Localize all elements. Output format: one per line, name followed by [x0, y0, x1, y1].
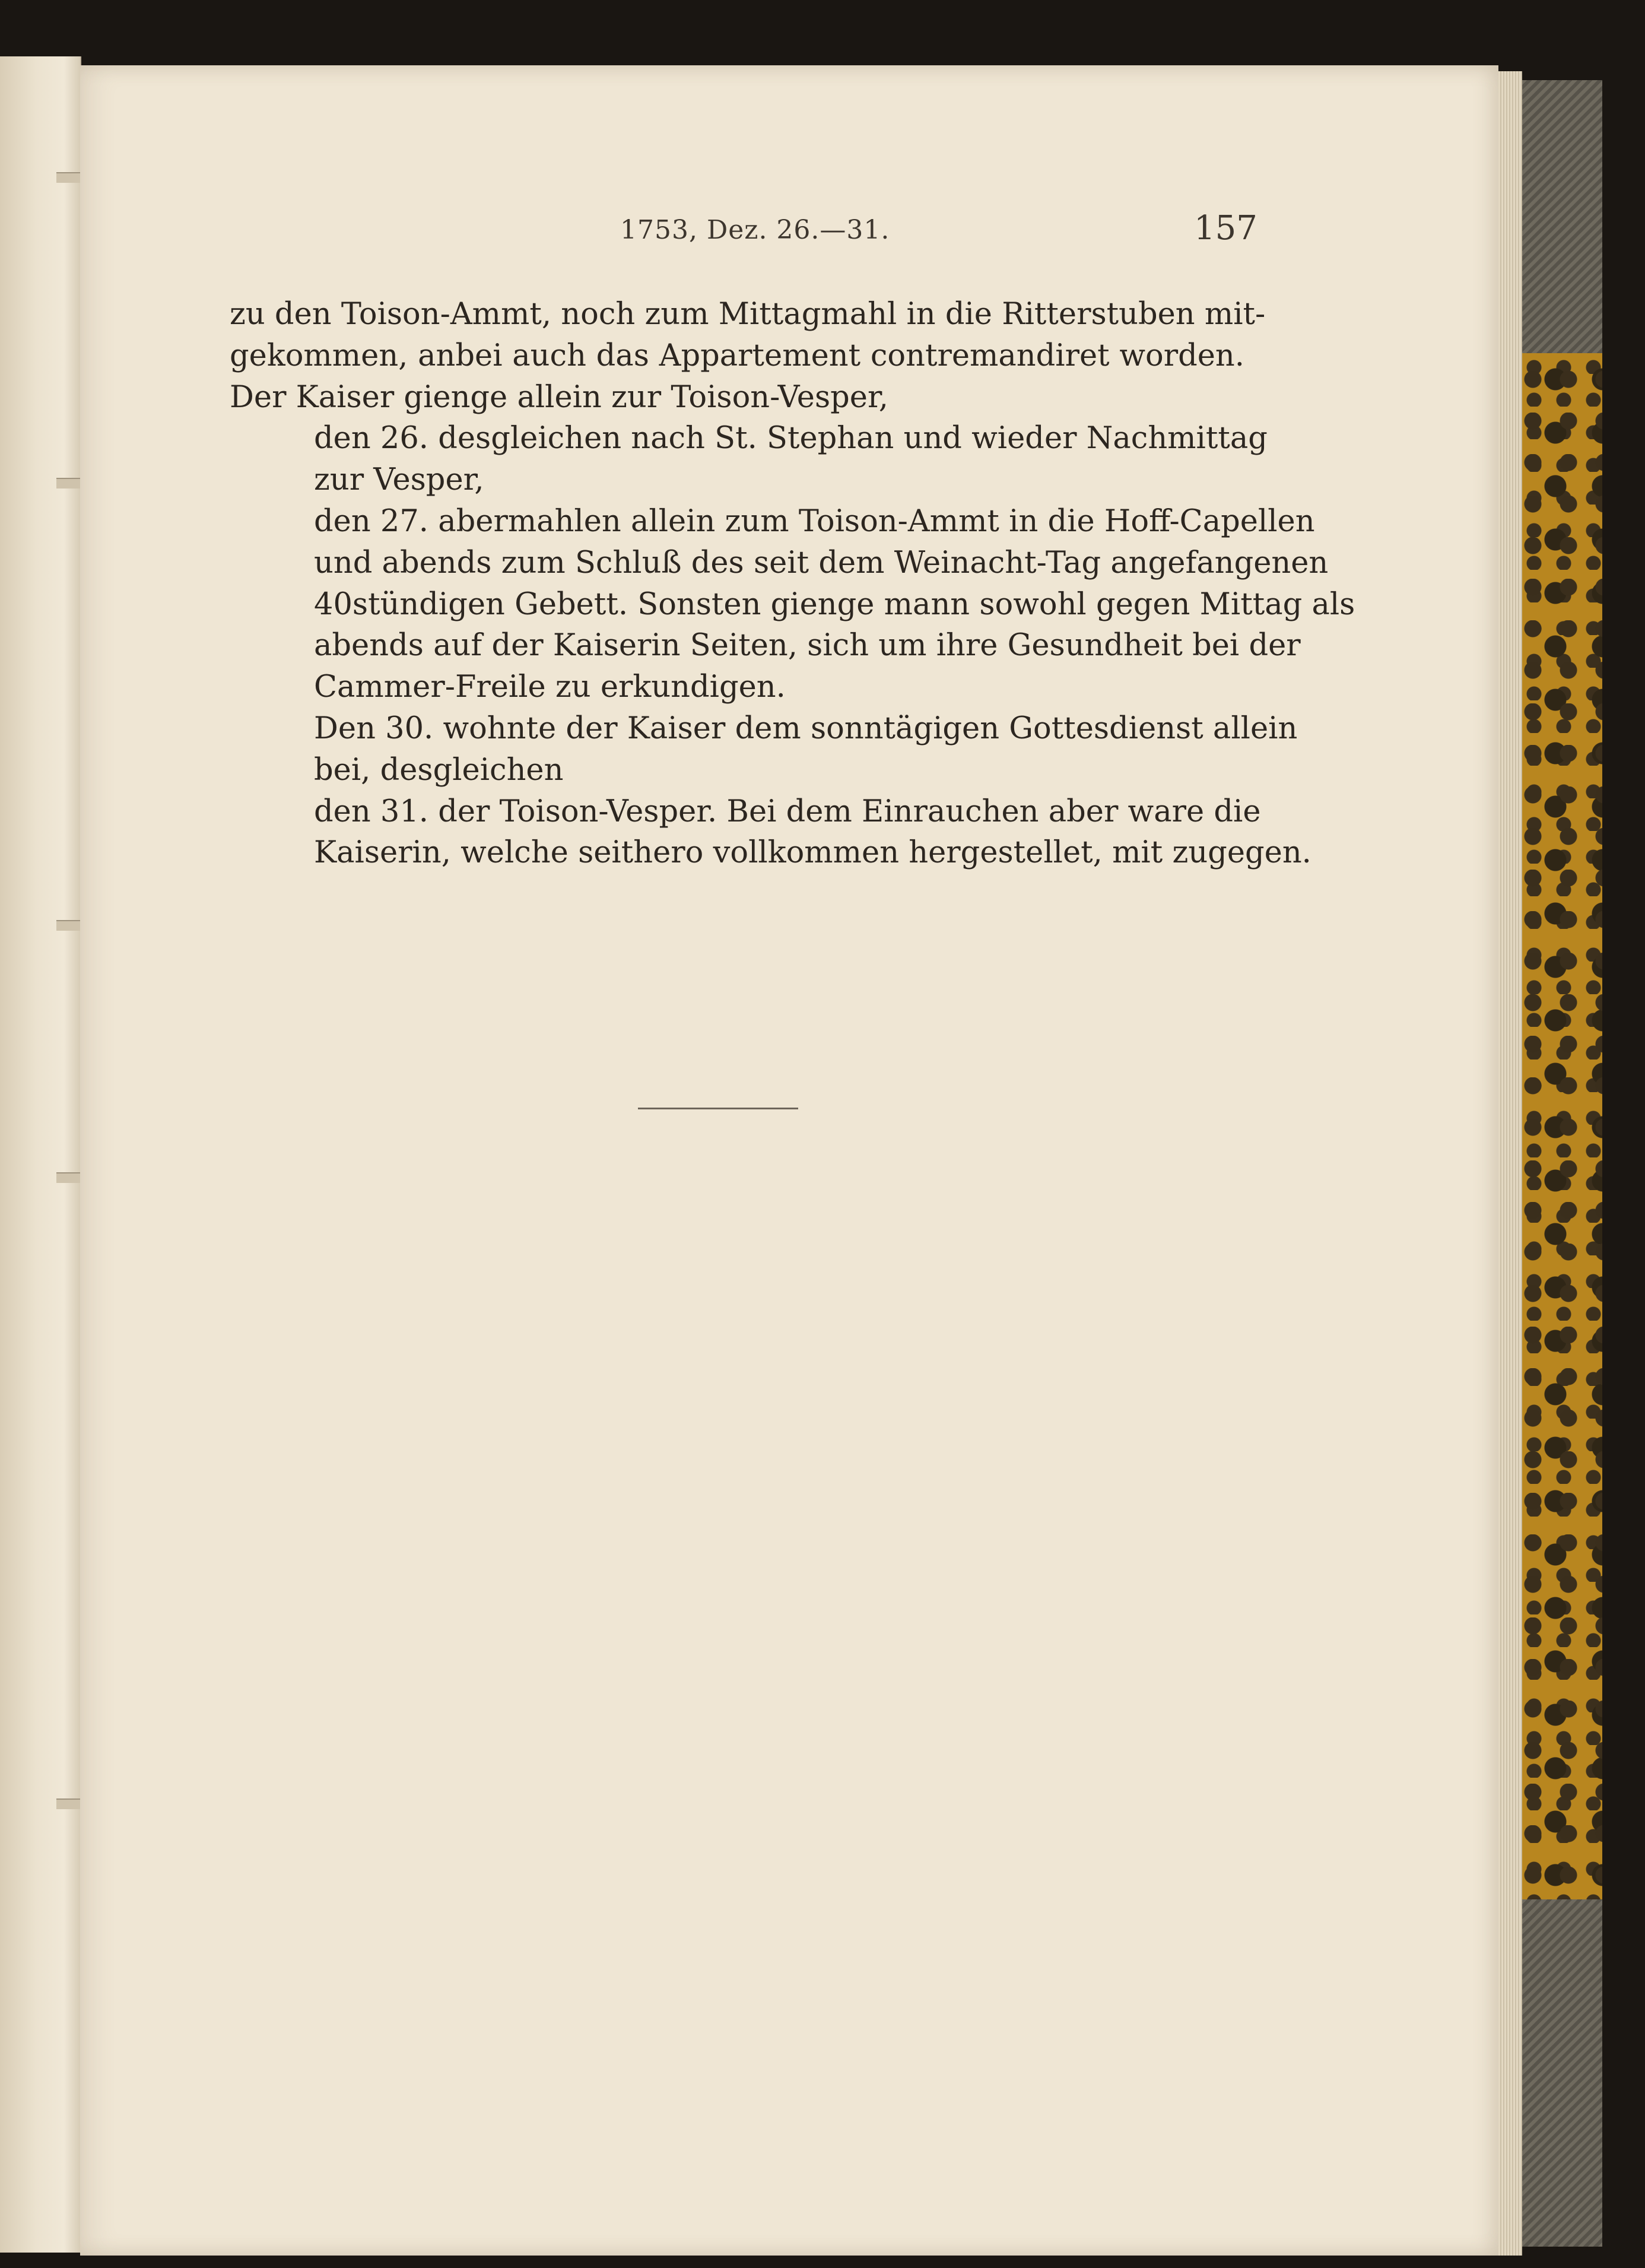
text-line: 40stündigen Gebett. Sonsten gienge mann sowohl gegen Mittag als: [314, 586, 1355, 622]
binding-stitch: [56, 1798, 80, 1809]
text-line: gekommen, anbei auch das Appartement contremandiret worden.: [230, 338, 1244, 373]
section-rule: [638, 1108, 798, 1109]
text-line: Den 30. wohnte der Kaiser dem sonntägigen Gottesdienst allein: [314, 710, 1298, 746]
text-line: Der Kaiser gienge allein zur Toison-Vesper,: [230, 379, 888, 415]
paragraph: [230, 294, 1266, 418]
facing-page-edge: [0, 56, 81, 2253]
text-line: abends auf der Kaiserin Seiten, sich um ihre Gesundheit bei der: [314, 628, 1301, 664]
text-line: zu den Toison-Ammt, noch zum Mittagmahl in die Ritterstuben mit-: [230, 297, 1266, 332]
binding-stitch: [56, 478, 80, 489]
paragraph: [230, 501, 1355, 708]
text-line: Cammer-Freile zu erkundigen.: [314, 670, 786, 705]
text-line: Kaiserin, welche seithero vollkommen hergestellet, mit zugegen.: [314, 835, 1311, 871]
binding-stitch: [56, 1172, 80, 1183]
body-text: [230, 294, 1355, 874]
cover-cloth-bottom: [1522, 1899, 1602, 2247]
text-line: den 26. desgleichen nach St. Stephan und wieder Nachmittag: [314, 421, 1268, 456]
page-block-edges: [1498, 71, 1522, 2256]
paragraph: [230, 791, 1311, 874]
paragraph: [230, 708, 1298, 791]
page-number: 157: [1194, 209, 1257, 248]
text-line: den 27. abermahlen allein zum Toison-Ammt in die Hoff-Capellen: [314, 503, 1315, 539]
binding-stitch: [56, 172, 80, 183]
paragraph: [230, 418, 1268, 501]
text-line: und abends zum Schluß des seit dem Weinacht-Tag angefangenen: [314, 545, 1329, 581]
text-line: den 31. der Toison-Vesper. Bei dem Einrauchen aber ware die: [314, 794, 1261, 829]
text-line: zur Vesper,: [314, 462, 484, 498]
cover-cloth-top: [1522, 80, 1602, 353]
text-line: bei, desgleichen: [314, 752, 564, 788]
running-head: 1753, Dez. 26.—31.: [620, 215, 890, 245]
binding-stitch: [56, 920, 80, 931]
